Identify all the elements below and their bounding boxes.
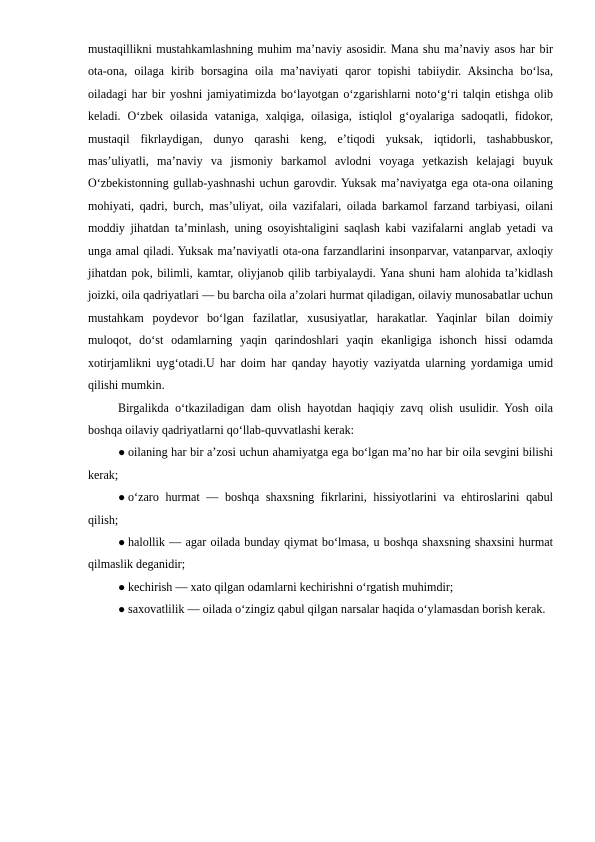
list-item-text: saxovatlilik — oilada oʻzingiz qabul qilgan narsalar haqida oʻylamasdan borish kerak.	[128, 602, 546, 617]
bullet-icon: ●	[118, 579, 126, 594]
paragraph-body-1	[88, 38, 553, 397]
bullet-icon: ●	[118, 602, 126, 617]
list-item-text: oʻzaro hurmat — boshqa shaxsning fikrlarini, hissiyotlarini va ehtiroslarini qabul qilish;	[88, 490, 553, 527]
document-page	[88, 38, 553, 621]
list-item	[88, 576, 553, 598]
list-item-text: oilaning har bir aʼzosi uchun ahamiyatga ega boʻlgan maʼno har bir oila sevgini bilishi kerak;	[88, 445, 553, 482]
bullet-icon: ●	[118, 490, 126, 505]
bullet-icon: ●	[118, 445, 126, 460]
list-item	[88, 486, 553, 531]
list-item	[88, 598, 553, 620]
list-item-text: kechirish — xato qilgan odamlarni kechirishni oʻrgatish muhimdir;	[128, 579, 454, 594]
list-item	[88, 531, 553, 576]
bullet-icon: ●	[118, 534, 126, 549]
list-item	[88, 441, 553, 486]
paragraph-text: mustaqillikni mustahkamlashning muhim maʼnaviy asosidir. Mana shu maʼnaviy asos har bir ota-ona, oilaga kirib borsagina oila maʼnaviyati qaror topishi tabiiydir. Aksincha boʻlsa, oiladagi har bir yoshni jamiyatimizda boʻlayotgan oʻzgarishlarni notoʻgʻri talqin etishga olib keladi. Oʻzbek oilasida vataniga, xalqiga, oilasiga, istiqlol gʻoyalariga sadoqatli, fidokor, mustaqil fikrlaydigan, dunyo qarashi keng, eʼtiqodi yuksak, iqtidorli, tashabbuskor, masʼuliyatli, maʼnaviy va jismoniy barkamol avlodni voyaga yetkazish kelajagi buyuk Oʻzbekistonning gullab-yashnashi uchun garovdir. Yuksak maʼnaviyatga ega ota-ona oilaning mohiyati, qadri, burch, masʼuliyat, oila vazifalari, oilada barkamol farzand tarbiyasi, oilani moddiy jihatdan taʼminlash, uning osoyishtaligini saqlash kabi vazifalarni anglab yetadi va unga amal qiladi. Yuksak maʼnaviyatli ota-ona farzandlarini insonparvar, vatanparvar, axloqiy jihatdan pok, bilimli, kamtar, oliyjanob qilib tarbiyalaydi. Yana shuni ham alohida taʼkidlash joizki, oila qadriyatlari — bu barcha oila aʼzolari hurmat qiladigan, oilaviy munosabatlar uchun mustahkam poydevor boʻlgan fazilatlar, xususiyatlar, harakatlar. Yaqinlar bilan doimiy muloqot, doʻst odamlarning yaqin qarindoshlari yaqin ekanligiga ishonch hissi odamda xotirjamlikni uygʻotadi.U har doim har qanday hayotiy vaziyatda ularning yordamiga umid qilishi mumkin.	[88, 42, 553, 393]
paragraph-text: Birgalikda oʻtkaziladigan dam olish hayotdan haqiqiy zavq olish usulidir. Yosh oila boshqa oilaviy qadriyatlarni qoʻllab-quvvatlashi kerak:	[88, 400, 553, 437]
list-item-text: halollik — agar oilada bunday qiymat boʻlmasa, u boshqa shaxsning shaxsini hurmat qilmaslik deganidir;	[88, 534, 553, 572]
paragraph-body-2	[88, 397, 553, 442]
